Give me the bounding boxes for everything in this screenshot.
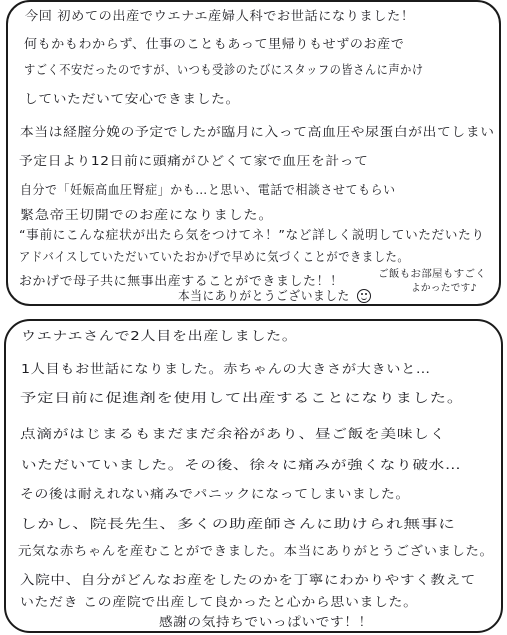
smiley-face-icon	[357, 289, 371, 303]
card1-line: 本当は経腟分娩の予定でしたが臨月に入って高血圧や尿蛋白が出てしまい	[20, 124, 495, 139]
card2-line: いただいていました。その後、徐々に痛みが強くなり破水…	[21, 457, 462, 472]
card1-line: “事前にこんな症状が出たら気をつけてネ！”など詳しく説明していただいたり	[19, 227, 485, 242]
card2-line: その後は耐えれない痛みでパニックになってしまいました。	[20, 486, 410, 501]
card1-line: 緊急帝王切開でのお産になりました。	[20, 207, 274, 222]
card1-line: 何もかもわからず、仕事のこともあって里帰りもせずのお産で	[24, 36, 405, 51]
card2-line: しかし、院長先生、多くの助産師さんに助けられ無事に	[20, 516, 456, 531]
card1-line: おかげで母子共に無事出産することができました！！	[19, 273, 344, 288]
card2-line: 感謝の気持ちでいっぱいです！！	[159, 614, 373, 629]
card2-line: 1人目もお世話になりました。赤ちゃんの大きさが大きいと…	[21, 361, 431, 376]
card1-side-note: ご飯もお部屋もすごく	[378, 269, 487, 280]
card1-line: アドバイスしていただいていたおかげで早めに気づくことができました。	[19, 249, 410, 264]
card2-line: 点滴がはじまるもまだまだ余裕があり、昼ご飯を美味しく	[20, 426, 447, 441]
card1-line: していただいて安心できました。	[24, 91, 240, 106]
card2-line: 予定日前に促進剤を使用して出産することになりました。	[20, 390, 464, 405]
card1-closing: 本当にありがとうございました	[178, 288, 350, 303]
card1-line: すごく不安だったのですが、いつも受診のたびにスタッフの皆さんに声かけ	[24, 62, 424, 77]
card1-line: 自分で「妊娠高血圧腎症」かも…と思い、電話で相談させてもらい	[20, 182, 396, 197]
card2-line: いただき この産院で出産して良かったと心から思いました。	[20, 594, 418, 609]
card1-line: 予定日より12日前に頭痛がひどくて家で血圧を計って	[19, 153, 369, 168]
card2-line: 入院中、自分がどんなお産をしたのかを丁寧にわかりやすく教えて	[20, 572, 476, 587]
card1-side-note: よかったです♪	[411, 283, 477, 294]
card1-line: 今回 初めての出産でウエナエ産婦人科でお世話になりました！	[25, 8, 415, 23]
card2-line: ウエナエさんで2人目を出産しました。	[21, 328, 298, 343]
card2-line: 元気な赤ちゃんを産むことができました。本当にありがとうございました。	[18, 543, 494, 558]
